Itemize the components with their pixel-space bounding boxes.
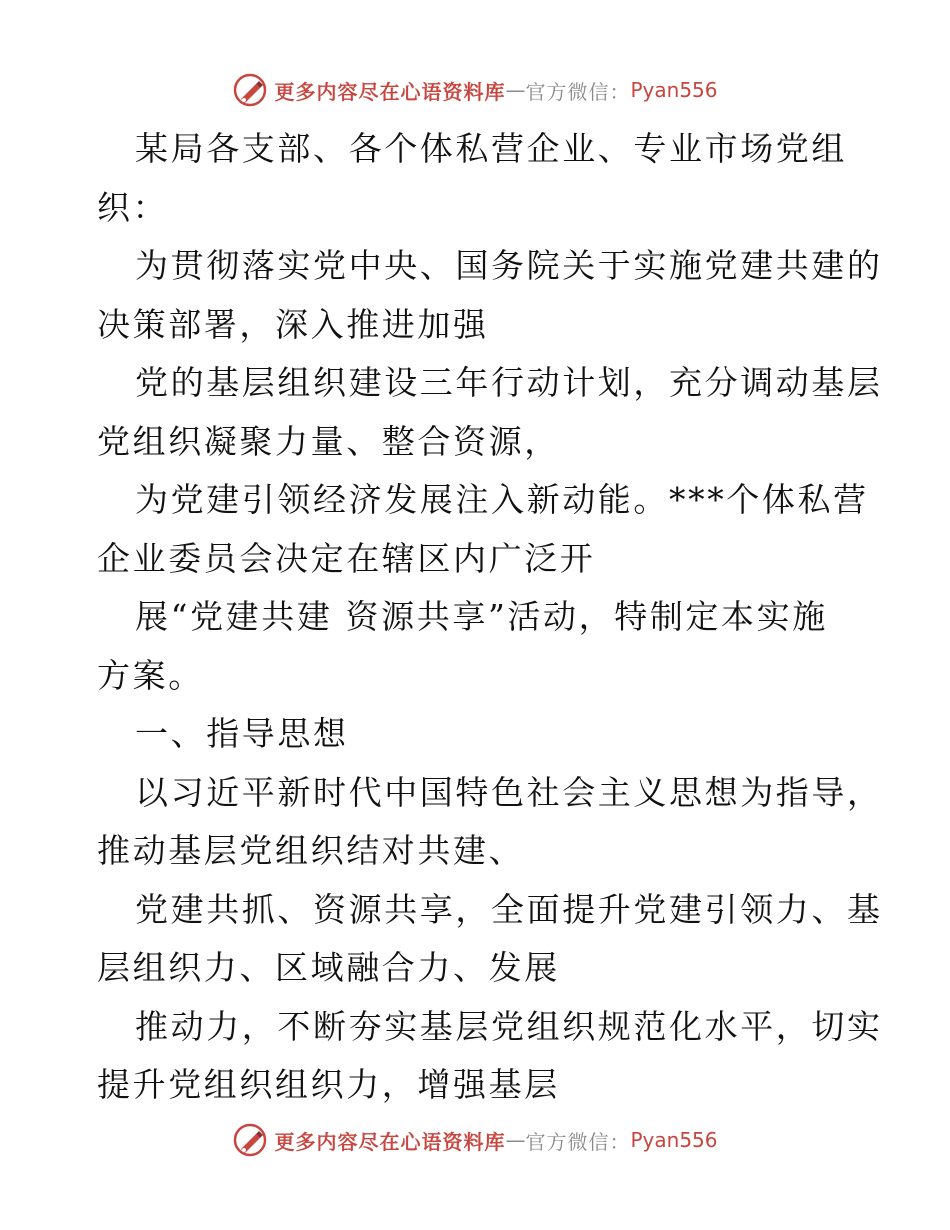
text-line: 党建共抓、资源共享，全面提升党建引领力、基 [135,889,883,929]
banner-wechat-id: Pyan556 [630,78,718,102]
text-line: 推动基层党组织结对共建、 [97,831,525,870]
text-line: 展“党建共建 资源共享”活动，特制定本实施 [135,597,828,636]
text-line: 为贯彻落实党中央、国务院关于实施党建共建的 [135,246,883,285]
banner-text [274,76,717,105]
banner-dash: — [505,1128,526,1152]
text-line: 决策部署，深入推进加强 [97,304,489,344]
text-line: 织： [97,187,169,227]
pen-logo-icon [232,72,268,108]
text-line: 方案。 [97,655,204,695]
banner-dash: — [505,78,526,102]
text-line: 企业委员会决定在辖区内广泛开 [97,538,596,578]
banner-text [274,1126,717,1155]
banner-main-text: 更多内容尽在心语资料库 [274,1129,506,1154]
text-line: 一、指导思想 [135,714,349,753]
pen-logo-icon [232,1122,268,1158]
text-line: 党的基层组织建设三年行动计划，充分调动基层 [135,363,883,402]
text-line: 为党建引领经济发展注入新动能。***个体私营 [135,480,869,519]
text-line: 以习近平新时代中国特色社会主义思想为指导， [135,772,883,812]
banner-main-text: 更多内容尽在心语资料库 [274,79,506,104]
text-line: 层组织力、区域融合力、发展 [97,948,560,987]
document-body [97,120,883,1115]
header-watermark-banner [0,70,950,110]
banner-wechat-id: Pyan556 [630,1128,718,1152]
text-line: 党组织凝聚力量、整合资源， [97,421,560,461]
footer-watermark-banner [0,1120,950,1160]
banner-wechat-label: 官方微信： [525,1129,631,1154]
text-line: 某局各支部、各个体私营企业、专业市场党组 [135,129,847,168]
banner-wechat-label: 官方微信： [525,79,631,104]
text-line: 提升党组织组织力，增强基层 [97,1065,560,1104]
text-line: 推动力，不断夯实基层党组织规范化水平，切实 [135,1006,883,1046]
